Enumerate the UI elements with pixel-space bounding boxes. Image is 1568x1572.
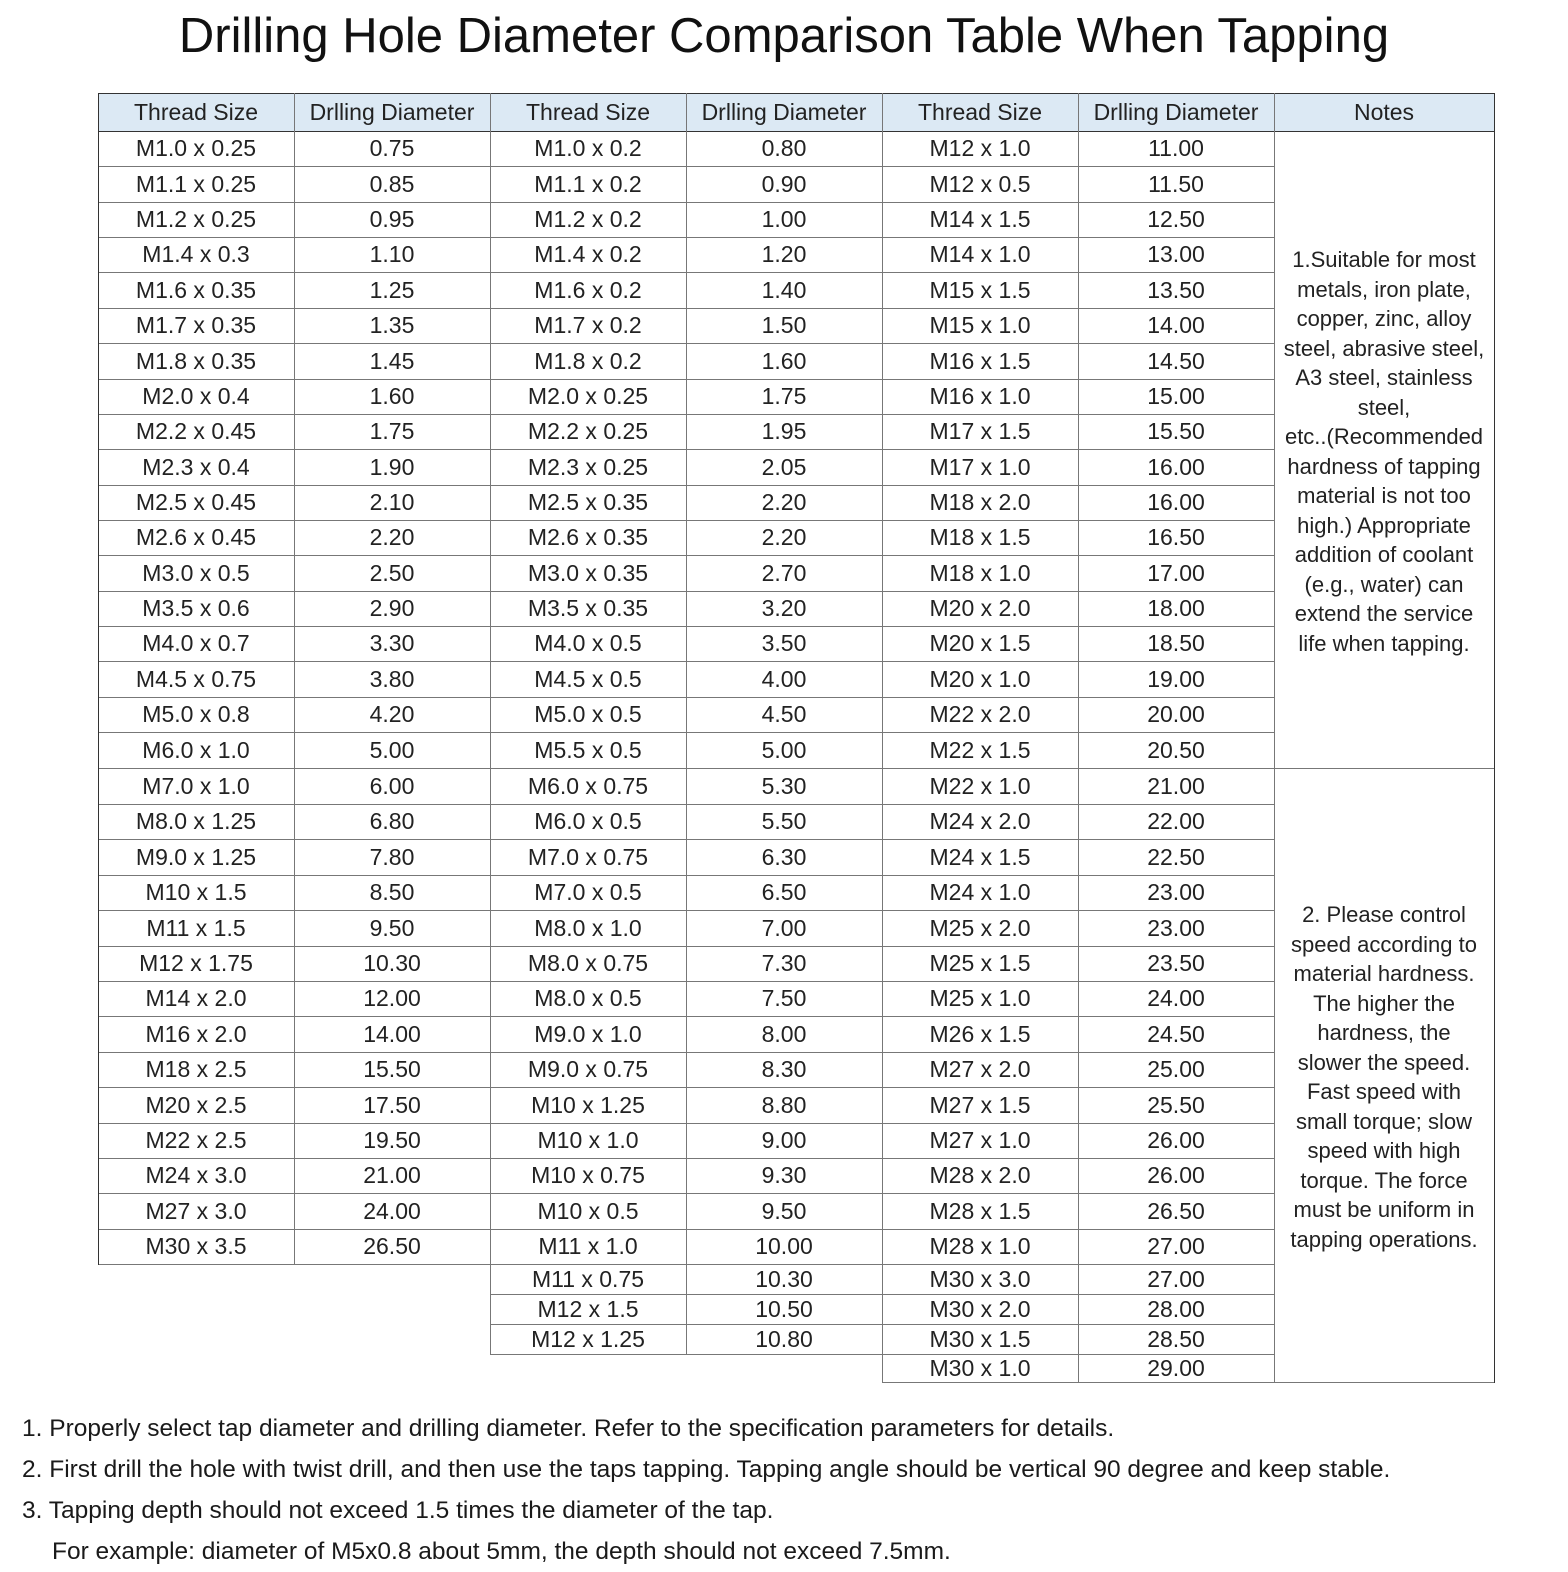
drilling-diameter-cell: 26.00 <box>1147 1162 1205 1188</box>
drilling-diameter-cell: 10.00 <box>755 1233 813 1259</box>
thread-size-cell: M2.6 x 0.35 <box>527 524 649 550</box>
drilling-diameter-cell: 25.00 <box>1147 1056 1205 1082</box>
thread-size-cell: M5.5 x 0.5 <box>534 736 642 763</box>
note-block <box>1276 245 1492 658</box>
grid-line-v <box>1078 93 1079 1383</box>
drilling-diameter-cell: 29.00 <box>1147 1354 1205 1381</box>
drilling-diameter-cell: 2.90 <box>369 595 415 621</box>
column-header: Thread Size <box>98 93 294 131</box>
thread-size-cell: M15 x 1.0 <box>929 312 1031 338</box>
drilling-diameter-cell: 26.00 <box>1147 1127 1205 1153</box>
drilling-diameter-cell: 12.00 <box>363 985 421 1011</box>
drilling-diameter-cell: 19.50 <box>363 1127 421 1153</box>
thread-size-cell: M28 x 2.0 <box>929 1162 1031 1188</box>
thread-size-cell: M30 x 2.0 <box>929 1295 1031 1322</box>
drilling-diameter-cell: 0.75 <box>369 135 415 161</box>
drilling-diameter-cell: 1.40 <box>761 276 807 303</box>
footer-line: 2. First drill the hole with twist drill, and then use the taps tapping. Tapping angle should be vertical 90 degree and keep stable. <box>22 1456 1391 1483</box>
drilling-diameter-cell: 14.50 <box>1147 347 1205 374</box>
thread-size-cell: M30 x 1.0 <box>929 1354 1031 1381</box>
thread-size-cell: M1.2 x 0.25 <box>135 206 257 232</box>
drilling-diameter-cell: 8.80 <box>761 1091 807 1118</box>
note-line: high.) Appropriate <box>1297 512 1471 538</box>
note-line: hardness, the <box>1317 1020 1451 1045</box>
drilling-diameter-cell: 3.20 <box>761 595 807 621</box>
drilling-diameter-cell: 28.00 <box>1147 1295 1205 1322</box>
thread-size-cell: M12 x 1.25 <box>531 1325 645 1352</box>
drilling-diameter-cell: 12.50 <box>1147 206 1205 232</box>
drilling-diameter-cell: 23.50 <box>1147 950 1205 976</box>
drilling-diameter-cell: 7.50 <box>761 985 807 1011</box>
thread-size-cell: M16 x 2.0 <box>145 1020 247 1047</box>
drilling-diameter-cell: 11.00 <box>1148 135 1204 161</box>
drilling-diameter-cell: 11.50 <box>1148 170 1204 197</box>
thread-size-cell: M14 x 1.0 <box>929 241 1031 267</box>
drilling-diameter-cell: 17.50 <box>363 1091 421 1118</box>
thread-size-cell: M1.8 x 0.35 <box>135 347 257 374</box>
thread-size-cell: M3.0 x 0.5 <box>142 559 250 586</box>
drilling-diameter-cell: 19.00 <box>1147 665 1205 692</box>
drilling-diameter-cell: 4.00 <box>761 665 807 692</box>
note-line: steel, <box>1357 394 1411 420</box>
thread-size-cell: M20 x 2.5 <box>145 1091 247 1118</box>
thread-size-cell: M2.3 x 0.4 <box>142 453 250 480</box>
drilling-diameter-cell: 6.80 <box>369 808 415 834</box>
column-header: Notes <box>1274 93 1494 131</box>
thread-size-cell: M24 x 1.5 <box>929 843 1031 870</box>
thread-size-cell: M7.0 x 0.5 <box>534 879 642 905</box>
drilling-diameter-cell: 7.80 <box>369 843 415 870</box>
drilling-diameter-cell: 2.20 <box>761 524 807 550</box>
thread-size-cell: M1.0 x 0.2 <box>534 135 642 161</box>
thread-size-cell: M20 x 2.0 <box>929 595 1031 621</box>
thread-size-cell: M4.5 x 0.5 <box>534 665 642 692</box>
thread-size-cell: M8.0 x 0.75 <box>527 950 649 976</box>
drilling-diameter-cell: 1.35 <box>369 312 415 338</box>
drilling-diameter-cell: 22.50 <box>1147 843 1205 870</box>
drilling-diameter-cell: 9.00 <box>761 1127 807 1153</box>
thread-size-cell: M1.7 x 0.35 <box>135 312 257 338</box>
note-line: metals, iron plate, <box>1297 276 1471 302</box>
thread-size-cell: M8.0 x 1.0 <box>534 914 642 941</box>
thread-size-cell: M25 x 2.0 <box>929 914 1031 941</box>
drilling-diameter-cell: 14.00 <box>363 1020 421 1047</box>
drilling-diameter-cell: 7.00 <box>761 914 807 941</box>
footer-notes <box>22 1408 1552 1572</box>
grid-line-h <box>1274 768 1495 769</box>
drilling-diameter-cell: 4.50 <box>761 701 807 727</box>
drilling-diameter-cell: 7.30 <box>761 950 807 976</box>
thread-size-cell: M24 x 3.0 <box>145 1162 247 1188</box>
thread-size-cell: M2.5 x 0.35 <box>527 489 649 515</box>
thread-size-cell: M2.3 x 0.25 <box>527 453 649 480</box>
grid-line-v <box>294 93 295 1265</box>
drilling-diameter-cell: 21.00 <box>1147 772 1205 799</box>
drilling-diameter-cell: 1.00 <box>761 206 807 232</box>
thread-size-cell: M25 x 1.0 <box>929 985 1031 1011</box>
thread-size-cell: M10 x 0.75 <box>531 1162 645 1188</box>
column-header: Drlling Diameter <box>686 93 882 131</box>
drilling-diameter-cell: 24.00 <box>363 1197 421 1224</box>
drilling-diameter-cell: 10.30 <box>363 950 421 976</box>
note-line: 1.Suitable for most <box>1292 247 1476 272</box>
thread-size-cell: M14 x 2.0 <box>145 985 247 1011</box>
drilling-diameter-cell: 1.75 <box>761 383 807 409</box>
thread-size-cell: M27 x 1.0 <box>929 1127 1031 1153</box>
drilling-diameter-cell: 24.00 <box>1147 985 1205 1011</box>
thread-size-cell: M1.1 x 0.2 <box>534 170 642 197</box>
thread-size-cell: M18 x 1.0 <box>929 559 1031 586</box>
note-line: hardness of tapping <box>1287 453 1481 479</box>
note-line: steel, abrasive steel, <box>1283 335 1485 361</box>
note-block <box>1276 900 1492 1254</box>
drilling-diameter-cell: 5.00 <box>761 736 807 763</box>
drilling-diameter-cell: 20.00 <box>1147 701 1205 727</box>
thread-size-cell: M2.6 x 0.45 <box>135 524 257 550</box>
thread-size-cell: M1.7 x 0.2 <box>534 312 642 338</box>
drilling-diameter-cell: 15.00 <box>1147 383 1205 409</box>
thread-size-cell: M9.0 x 1.25 <box>135 843 257 870</box>
thread-size-cell: M6.0 x 0.75 <box>527 772 649 799</box>
drilling-diameter-cell: 1.95 <box>761 418 807 444</box>
drilling-diameter-cell: 22.00 <box>1147 808 1205 834</box>
thread-size-cell: M10 x 0.5 <box>537 1197 639 1224</box>
note-line: small torque; slow <box>1295 1108 1473 1134</box>
drilling-diameter-cell: 24.50 <box>1147 1020 1205 1047</box>
note-line: copper, zinc, alloy <box>1296 306 1472 331</box>
drilling-diameter-cell: 0.80 <box>761 135 807 161</box>
thread-size-cell: M24 x 2.0 <box>929 808 1031 834</box>
thread-size-cell: M8.0 x 0.5 <box>534 985 642 1011</box>
note-line: Fast speed with <box>1306 1079 1462 1104</box>
drilling-diameter-cell: 9.50 <box>369 914 415 941</box>
drilling-diameter-cell: 28.50 <box>1147 1325 1205 1352</box>
thread-size-cell: M3.5 x 0.6 <box>142 595 250 621</box>
drilling-diameter-cell: 18.50 <box>1147 630 1205 656</box>
grid-line-h <box>98 131 1495 132</box>
drilling-diameter-cell: 27.00 <box>1147 1233 1205 1259</box>
drilling-diameter-cell: 1.10 <box>369 241 415 267</box>
drilling-diameter-cell: 2.05 <box>761 453 807 480</box>
footer-line: 3. Tapping depth should not exceed 1.5 times the diameter of the tap. <box>22 1497 774 1524</box>
footer-line: For example: diameter of M5x0.8 about 5mm, the depth should not exceed 7.5mm. <box>52 1538 951 1565</box>
note-line: A3 steel, stainless <box>1295 365 1473 390</box>
thread-size-cell: M3.5 x 0.35 <box>527 595 649 621</box>
thread-size-cell: M16 x 1.5 <box>929 347 1031 374</box>
drilling-diameter-cell: 1.25 <box>369 276 415 303</box>
drilling-diameter-cell: 25.50 <box>1147 1091 1205 1118</box>
drilling-diameter-cell: 0.95 <box>369 206 415 232</box>
thread-size-cell: M2.2 x 0.25 <box>527 418 649 444</box>
thread-size-cell: M25 x 1.5 <box>929 950 1031 976</box>
drilling-diameter-cell: 1.75 <box>369 418 415 444</box>
thread-size-cell: M14 x 1.5 <box>929 206 1031 232</box>
thread-size-cell: M1.8 x 0.2 <box>534 347 642 374</box>
thread-size-cell: M18 x 1.5 <box>929 524 1031 550</box>
drilling-diameter-cell: 4.20 <box>369 701 415 727</box>
note-line: slower the speed. <box>1297 1049 1471 1075</box>
drilling-diameter-cell: 2.20 <box>369 524 415 550</box>
thread-size-cell: M1.0 x 0.25 <box>135 135 257 161</box>
thread-size-cell: M28 x 1.0 <box>929 1233 1031 1259</box>
thread-size-cell: M4.0 x 0.5 <box>534 630 642 656</box>
drilling-diameter-cell: 1.60 <box>761 347 807 374</box>
thread-size-cell: M2.2 x 0.45 <box>135 418 257 444</box>
footer-line: 1. Properly select tap diameter and drilling diameter. Refer to the specification parameters for details. <box>22 1415 1115 1442</box>
thread-size-cell: M4.0 x 0.7 <box>142 630 250 656</box>
note-line: life when tapping. <box>1298 630 1470 656</box>
drilling-diameter-cell: 0.90 <box>761 170 807 197</box>
thread-size-cell: M1.4 x 0.3 <box>142 241 250 267</box>
thread-size-cell: M8.0 x 1.25 <box>135 808 257 834</box>
thread-size-cell: M17 x 1.0 <box>929 453 1031 480</box>
grid-line-v <box>686 93 687 1355</box>
drilling-diameter-cell: 2.70 <box>761 559 807 586</box>
thread-size-cell: M5.0 x 0.8 <box>142 701 250 727</box>
thread-size-cell: M22 x 1.0 <box>929 772 1031 799</box>
thread-size-cell: M17 x 1.5 <box>929 418 1031 444</box>
drilling-diameter-cell: 5.30 <box>761 772 807 799</box>
column-header: Drlling Diameter <box>1078 93 1274 131</box>
drilling-diameter-cell: 1.20 <box>761 241 807 267</box>
thread-size-cell: M7.0 x 1.0 <box>142 772 250 799</box>
thread-size-cell: M6.0 x 1.0 <box>142 736 250 763</box>
drilling-diameter-cell: 14.00 <box>1147 312 1205 338</box>
thread-size-cell: M26 x 1.5 <box>929 1020 1031 1047</box>
drilling-diameter-cell: 9.30 <box>761 1162 807 1188</box>
drilling-diameter-cell: 16.00 <box>1147 453 1205 480</box>
thread-size-cell: M12 x 1.5 <box>537 1295 639 1322</box>
thread-size-cell: M15 x 1.5 <box>929 276 1031 303</box>
thread-size-cell: M12 x 0.5 <box>929 170 1031 197</box>
thread-size-cell: M1.1 x 0.25 <box>135 170 257 197</box>
thread-size-cell: M4.5 x 0.75 <box>135 665 257 692</box>
thread-size-cell: M1.6 x 0.2 <box>534 276 642 303</box>
thread-size-cell: M27 x 1.5 <box>929 1091 1031 1118</box>
thread-size-cell: M12 x 1.0 <box>929 135 1031 161</box>
drilling-diameter-cell: 15.50 <box>1147 418 1205 444</box>
thread-size-cell: M22 x 2.0 <box>929 701 1031 727</box>
grid-line-v <box>882 93 883 1383</box>
drilling-diameter-cell: 20.50 <box>1147 736 1205 763</box>
thread-size-cell: M2.0 x 0.25 <box>527 383 649 409</box>
column-header: Thread Size <box>882 93 1078 131</box>
note-line: extend the service <box>1294 601 1474 626</box>
grid-line-v <box>490 93 491 1355</box>
drilling-diameter-cell: 1.45 <box>369 347 415 374</box>
thread-size-cell: M5.0 x 0.5 <box>534 701 642 727</box>
drilling-diameter-cell: 17.00 <box>1147 559 1205 586</box>
drilling-diameter-cell: 1.60 <box>369 383 415 409</box>
thread-size-cell: M22 x 2.5 <box>145 1127 247 1153</box>
thread-size-cell: M16 x 1.0 <box>929 383 1031 409</box>
thread-size-cell: M11 x 0.75 <box>531 1265 645 1292</box>
thread-size-cell: M12 x 1.75 <box>139 950 253 976</box>
thread-size-cell: M20 x 1.5 <box>929 630 1031 656</box>
thread-size-cell: M9.0 x 0.75 <box>527 1056 649 1082</box>
drilling-diameter-cell: 13.50 <box>1147 276 1205 303</box>
drilling-diameter-cell: 18.00 <box>1147 595 1205 621</box>
thread-size-cell: M9.0 x 1.0 <box>534 1020 642 1047</box>
drilling-diameter-cell: 23.00 <box>1147 879 1205 905</box>
drilling-diameter-cell: 10.50 <box>755 1295 813 1322</box>
drilling-diameter-cell: 1.50 <box>761 312 807 338</box>
thread-size-cell: M1.6 x 0.35 <box>135 276 257 303</box>
drilling-diameter-cell: 3.30 <box>369 630 415 656</box>
note-line: (e.g., water) can <box>1304 571 1464 597</box>
drilling-diameter-cell: 1.90 <box>369 453 415 480</box>
drilling-diameter-cell: 26.50 <box>1147 1197 1205 1224</box>
note-line: tapping operations. <box>1290 1226 1478 1252</box>
grid-line-v <box>1274 93 1275 1383</box>
drilling-diameter-cell: 5.50 <box>761 808 807 834</box>
thread-size-cell: M20 x 1.0 <box>929 665 1031 692</box>
drilling-diameter-cell: 8.30 <box>761 1056 807 1082</box>
thread-size-cell: M1.2 x 0.2 <box>534 206 642 232</box>
thread-size-cell: M18 x 2.0 <box>929 489 1031 515</box>
thread-size-cell: M30 x 3.0 <box>929 1265 1031 1292</box>
thread-size-cell: M6.0 x 0.5 <box>534 808 642 834</box>
thread-size-cell: M11 x 1.0 <box>538 1233 638 1259</box>
thread-size-cell: M10 x 1.25 <box>531 1091 645 1118</box>
drilling-diameter-cell: 2.20 <box>761 489 807 515</box>
drilling-diameter-cell: 15.50 <box>363 1056 421 1082</box>
drilling-diameter-cell: 16.50 <box>1147 524 1205 550</box>
thread-size-cell: M30 x 3.5 <box>145 1233 247 1259</box>
drilling-diameter-cell: 23.00 <box>1147 914 1205 941</box>
thread-size-cell: M11 x 1.5 <box>146 914 246 941</box>
thread-size-cell: M22 x 1.5 <box>929 736 1031 763</box>
grid-line-v <box>98 93 99 1265</box>
note-line: material is not too <box>1297 483 1471 508</box>
thread-size-cell: M10 x 1.0 <box>537 1127 639 1153</box>
note-line: etc..(Recommended <box>1284 424 1484 449</box>
thread-size-cell: M18 x 2.5 <box>145 1056 247 1082</box>
thread-size-cell: M30 x 1.5 <box>929 1325 1031 1352</box>
thread-size-cell: M2.0 x 0.4 <box>142 383 250 409</box>
drilling-diameter-cell: 3.80 <box>369 665 415 692</box>
grid-line-v <box>1494 93 1495 1383</box>
thread-size-cell: M27 x 2.0 <box>929 1056 1031 1082</box>
note-line: The higher the <box>1313 990 1455 1016</box>
drilling-diameter-cell: 6.50 <box>761 879 807 905</box>
thread-size-cell: M27 x 3.0 <box>145 1197 247 1224</box>
drilling-diameter-cell: 26.50 <box>363 1233 421 1259</box>
thread-size-cell: M2.5 x 0.45 <box>135 489 257 515</box>
drilling-diameter-cell: 27.00 <box>1147 1265 1205 1292</box>
note-line: must be uniform in <box>1293 1197 1475 1222</box>
thread-size-cell: M3.0 x 0.35 <box>527 559 649 586</box>
thread-size-cell: M1.4 x 0.2 <box>534 241 642 267</box>
drilling-diameter-cell: 6.00 <box>369 772 415 799</box>
drilling-diameter-cell: 9.50 <box>761 1197 807 1224</box>
note-line: material hardness. <box>1293 961 1475 986</box>
note-line: speed with high <box>1307 1138 1461 1163</box>
grid-line-h <box>98 93 1495 94</box>
drilling-diameter-cell: 8.50 <box>369 879 415 905</box>
note-line: addition of coolant <box>1294 542 1474 567</box>
drilling-diameter-cell: 0.85 <box>369 170 415 197</box>
drilling-diameter-cell: 10.80 <box>755 1325 813 1352</box>
page-title: Drilling Hole Diameter Comparison Table When Tapping <box>178 9 1390 63</box>
drilling-diameter-cell: 8.00 <box>761 1020 807 1047</box>
column-header: Thread Size <box>490 93 686 131</box>
drilling-diameter-cell: 13.00 <box>1147 241 1205 267</box>
drilling-diameter-cell: 2.10 <box>369 489 415 515</box>
grid-line-h <box>1274 1382 1495 1383</box>
thread-size-cell: M28 x 1.5 <box>929 1197 1031 1224</box>
drilling-diameter-cell: 3.50 <box>761 630 807 656</box>
drilling-diameter-cell: 2.50 <box>369 559 415 586</box>
note-line: 2. Please control <box>1302 902 1466 927</box>
drilling-diameter-cell: 5.00 <box>369 736 415 763</box>
thread-size-cell: M10 x 1.5 <box>145 879 247 905</box>
thread-size-cell: M24 x 1.0 <box>929 879 1031 905</box>
thread-size-cell: M7.0 x 0.75 <box>527 843 649 870</box>
drilling-diameter-cell: 21.00 <box>363 1162 421 1188</box>
drilling-diameter-cell: 16.00 <box>1147 489 1205 515</box>
note-line: torque. The force <box>1300 1167 1468 1193</box>
drilling-diameter-cell: 6.30 <box>761 843 807 870</box>
note-line: speed according to <box>1291 931 1477 957</box>
column-header: Drlling Diameter <box>294 93 490 131</box>
drilling-diameter-cell: 10.30 <box>755 1265 813 1292</box>
